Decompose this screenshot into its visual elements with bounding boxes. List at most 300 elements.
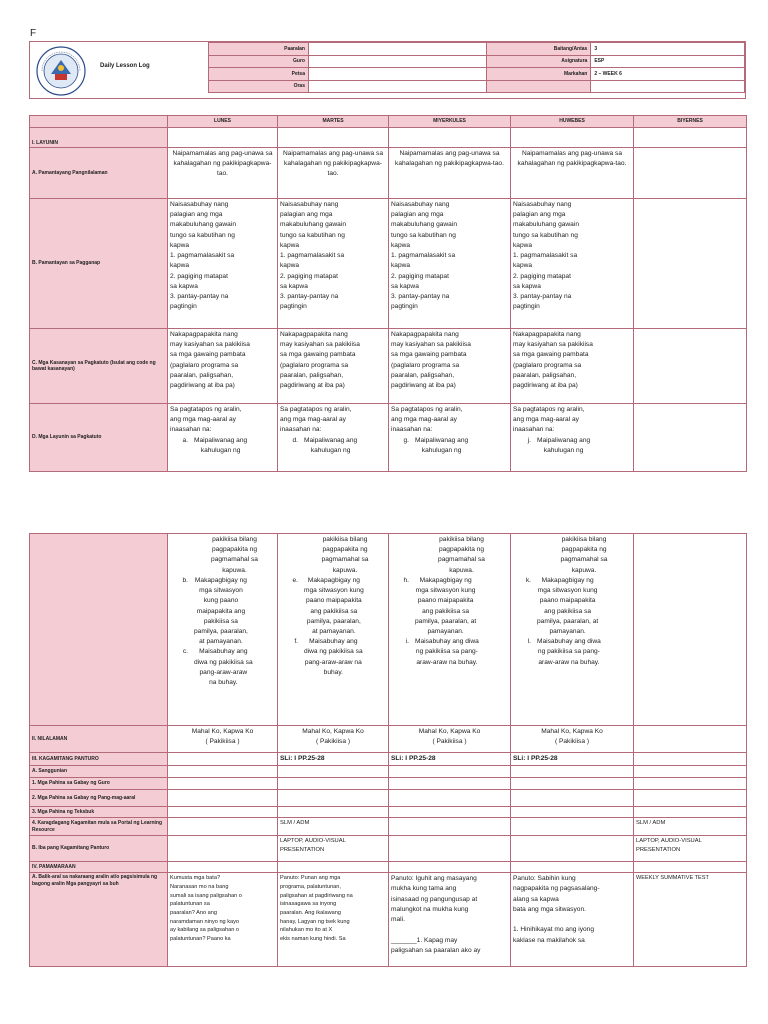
objective-line: kahulugan ng: [543, 446, 584, 454]
objective-line: Maipaliwanag ang: [194, 436, 248, 444]
row-label-balik-aral: A. Balik-aral sa nakaraang aralin at/o pagsisimula ng bagong aralin Mga pangyayri sa buh: [30, 873, 168, 967]
pagganap-line: sa kapwa: [391, 282, 419, 290]
cell-nilalaman-miyerkules[interactable]: [389, 726, 511, 753]
row-label-kasanayan: C. Mga Kasanayan sa Pagkatuto (Isulat ang code ng bawat kasanayan): [30, 329, 168, 404]
cell-layunin-huwebes[interactable]: [511, 404, 634, 472]
objective-line: Maisabuhay ang diwa: [415, 638, 479, 646]
balik-aral-line: Panuto: Iguhit ang masayang: [391, 875, 477, 883]
balik-aral-line: bata ang mga sitwasyon.: [513, 905, 586, 913]
objective-line: paano maipapakita: [539, 597, 596, 605]
objective-intro-line: ang mga mag-aaral ay: [513, 416, 579, 424]
objective-marker: b.: [182, 576, 188, 584]
objective-line: mga sitwasyon kung: [537, 587, 598, 595]
continued-line: kapuwa.: [222, 566, 247, 574]
pagganap-line: sa kapwa: [513, 282, 541, 290]
objective-line: pang-araw-araw na: [304, 658, 362, 666]
objective-text: [194, 576, 248, 648]
balik-aral-line: sumali sa isang paligsahan o: [170, 892, 242, 899]
objective-line: paano maipapakita: [417, 597, 474, 605]
pagganap-line: kapwa: [170, 262, 190, 270]
pagganap-line: Naisasabuhay nang: [280, 201, 339, 208]
objective-line: diwa ng pakikiisa sa: [194, 658, 253, 666]
objective-line: maipapakita ang: [196, 607, 246, 615]
nilalaman-line: Mahal Ko, Kapwa Ko: [302, 728, 364, 735]
pagganap-line: 3. pantay-pantay na: [280, 292, 339, 300]
objective-line: ang pakikiisa sa: [544, 607, 592, 615]
objective-line: araw-araw na buhay.: [416, 658, 478, 666]
kasanayan-line: may kasiyahan sa pakikiisa: [513, 341, 593, 349]
kasanayan-line: Nakapagpapakita nang: [513, 331, 581, 338]
cell-pangnilalaman-huwebes[interactable]: Naipamamalas ang pag-unawa sa kahalagahan ng pakikipagkapwa-tao.: [511, 148, 634, 199]
pagganap-line: pagtingin: [170, 303, 197, 311]
cell-iba-pa-martes[interactable]: LAPTOP, AUDIO-VISUAL PRESENTATION: [278, 836, 389, 862]
continued-line: pakikiisa bilang: [212, 536, 257, 543]
objective-marker: d.: [292, 436, 298, 444]
pagganap-line: 1. pagmamalasakit sa: [513, 252, 578, 260]
day-header-biyernes: BIYERNES: [634, 116, 747, 128]
pagganap-line: tungo sa kabutihan ng: [170, 231, 235, 239]
lesson-log-header: [29, 41, 746, 99]
cell-pagganap-lunes[interactable]: [168, 199, 278, 329]
cell-pangnilalaman-martes[interactable]: Naipamamalas ang pag-unawa sa kahalagahan ng pakikipagkapwa-tao.: [278, 148, 389, 199]
cell-pagganap-biyernes[interactable]: [634, 199, 747, 329]
objective-item: [391, 637, 508, 668]
pagganap-line: kapwa: [391, 262, 411, 270]
continued-line: pakikiisa bilang: [561, 536, 607, 543]
objective-item: [280, 436, 386, 456]
field-label-markahan: Markahan: [487, 68, 591, 81]
objective-marker: k.: [525, 576, 531, 584]
objective-item: [513, 436, 631, 456]
objective-line: Maisabuhay ang diwa: [537, 638, 601, 646]
kasanayan-line: pagdiriwang at iba pa): [280, 382, 345, 390]
balik-aral-line: mukha kung tama ang: [391, 885, 457, 893]
objective-intro-line: Sa pagtatapos ng aralin,: [170, 406, 242, 413]
field-label-paaralan: Paaralan: [209, 43, 309, 56]
balik-aral-line: palatuntunan sa: [170, 901, 210, 908]
objective-item: [170, 436, 275, 456]
pagganap-line: 1. pagmamalasakit sa: [280, 252, 345, 260]
row-label-continued: [30, 534, 168, 726]
objective-marker: g.: [403, 436, 409, 444]
field-value-petsa[interactable]: [309, 68, 487, 81]
row-label-layunin-pagkatuto: D. Mga Layunin sa Pagkatuto: [30, 404, 168, 472]
objective-item: [391, 436, 508, 456]
cell-kasanayan-lunes[interactable]: [168, 329, 278, 404]
objective-item: [513, 576, 631, 637]
cell-pangnilalaman-biyernes[interactable]: [634, 148, 747, 199]
balik-aral-line: Panuto: Sabihin kung: [513, 875, 576, 883]
objective-text: [194, 647, 253, 688]
balik-aral-line: isinasagawa sa inyong: [280, 901, 337, 908]
cell-nilalaman-biyernes[interactable]: [634, 726, 747, 753]
objective-intro-line: inaasahan na:: [391, 426, 433, 434]
pagganap-line: pagtingin: [280, 303, 307, 311]
cell-balik-aral-biyernes[interactable]: WEEKLY SUMMATIVE TEST: [634, 873, 747, 967]
objective-line: Maipaliwanag ang: [537, 436, 591, 444]
objective-marker: j.: [527, 436, 531, 444]
continued-line: pagpapakita ng: [438, 546, 485, 554]
pagganap-line: makabuluhang gawain: [391, 221, 457, 229]
objective-line: mga sitwasyon kung: [304, 587, 364, 595]
objective-line: at pamayanan.: [199, 638, 243, 646]
cell-continued-huwebes[interactable]: [511, 534, 634, 726]
continued-text: [170, 535, 275, 576]
nilalaman-line: Mahal Ko, Kapwa Ko: [418, 728, 481, 735]
objective-line: pakikiisa sa: [203, 617, 238, 625]
kasanayan-line: pagdiriwang at iba pa): [513, 382, 578, 390]
field-label-baitang: Baitang/Antas: [487, 43, 591, 56]
continued-line: pagmamahal sa: [321, 556, 369, 564]
pagganap-line: Naisasabuhay nang: [170, 201, 229, 208]
objective-intro-line: Sa pagtatapos ng aralin,: [513, 406, 585, 413]
pagganap-line: sa kapwa: [170, 282, 198, 290]
objective-intro-line: ang mga mag-aaral ay: [170, 416, 236, 424]
cell-kagamitan-lunes[interactable]: [168, 753, 278, 766]
objective-text: [537, 637, 601, 668]
objective-intro-line: ang mga mag-aaral ay: [391, 416, 457, 424]
objective-line: pamilya, paaralan,: [194, 627, 248, 635]
lesson-table-top: [29, 115, 747, 472]
cell-kasanayan-miyerkules[interactable]: [389, 329, 511, 404]
balik-aral-line: programa, palatuntunan,: [280, 883, 341, 890]
cell-pagganap-huwebes[interactable]: [511, 199, 634, 329]
objective-line: buhay.: [323, 668, 343, 676]
pagganap-line: kapwa: [513, 262, 533, 270]
balik-aral-line: ekis naman kung hindi. Sa: [280, 935, 346, 942]
row-label-pamamaraan: IV. PAMAMARAAN: [30, 862, 168, 873]
kasanayan-line: Nakapagpapakita nang: [391, 331, 459, 338]
objective-marker: l.: [527, 638, 531, 646]
field-value-paaralan[interactable]: [309, 43, 487, 56]
kasanayan-line: (paglalaro programa sa: [513, 361, 582, 369]
cell-balik-aral-lunes[interactable]: [168, 873, 278, 967]
continued-text: [513, 535, 631, 576]
cell-lr-portal-biyernes[interactable]: SLM / ADM: [634, 818, 747, 836]
nilalaman-line: ( Pakikiisa ): [205, 738, 240, 746]
balik-aral-line: isinasaad ng pangungusap at: [391, 895, 478, 903]
objective-item: [280, 637, 386, 678]
continued-line: pagmamahal sa: [211, 556, 258, 564]
objective-text: [304, 436, 357, 456]
objective-line: na buhay.: [209, 679, 238, 687]
objective-marker: a.: [182, 436, 188, 444]
objective-line: araw-araw na buhay.: [538, 658, 600, 666]
continued-line: pakikiisa bilang: [322, 536, 368, 543]
pagganap-line: 2. pagiging matapat: [513, 272, 571, 280]
objective-line: ang pakikiisa sa: [310, 607, 358, 615]
cell-layunin-biyernes[interactable]: [634, 404, 747, 472]
cell-layunin-miyerkules[interactable]: [389, 404, 511, 472]
nilalaman-line: ( Pakikiisa ): [315, 738, 351, 746]
pagganap-line: sa kapwa: [280, 282, 308, 290]
cell-nilalaman-martes[interactable]: [278, 726, 389, 753]
balik-aral-line: paaralan? Ano ang: [170, 909, 217, 916]
kasanayan-line: (paglalaro programa sa: [280, 361, 349, 369]
row-label-pamantayang-pangnilalaman: A. Pamantayang Pangnilalaman: [30, 148, 168, 199]
kasanayan-line: Nakapagpapakita nang: [280, 331, 348, 338]
objective-text: [304, 576, 364, 637]
objective-line: Maisabuhay ang: [309, 638, 358, 646]
kasanayan-line: Nakapagpapakita nang: [170, 331, 238, 338]
balik-aral-line: 1. Hinihikayat mo ang iyong: [513, 926, 595, 934]
pagganap-line: 2. pagiging matapat: [280, 272, 338, 280]
pagganap-line: palagian ang mga: [391, 211, 444, 219]
balik-aral-line: paligsahan at pagdiriwang na: [280, 892, 353, 899]
row-label-teksbuk: 3. Mga Pahina ng Teksbuk: [30, 807, 168, 818]
row-label-lr-portal: 4. Karagdagang Kagamitan mula sa Portal ng Learning Resource: [30, 818, 168, 836]
cell-kagamitan-biyernes[interactable]: [634, 753, 747, 766]
pagganap-line: 3. pantay-pantay na: [391, 292, 450, 300]
objective-line: Makapagbigay ng: [194, 576, 247, 584]
pagganap-line: pagtingin: [513, 303, 540, 311]
pagganap-line: 2. pagiging matapat: [170, 272, 228, 280]
objective-line: ng pakikiisa sa pang-: [415, 648, 478, 656]
pagganap-line: 1. pagmamalasakit sa: [170, 252, 235, 260]
pagganap-line: pagtingin: [391, 303, 418, 311]
balik-aral-line: malungkot na mukha kung: [391, 905, 469, 913]
field-value-empty[interactable]: [591, 80, 745, 93]
objective-line: kung paano: [203, 597, 239, 605]
balik-aral-line: [513, 915, 631, 925]
cell-kagamitan-miyerkules[interactable]: SLi: I PP.25-28: [389, 753, 511, 766]
kasanayan-line: pagdiriwang at iba pa): [391, 382, 456, 390]
field-value-markahan[interactable]: 2 – WEEK 6: [591, 68, 745, 81]
kasanayan-line: sa mga gawaing pambata: [391, 351, 467, 359]
cell-continued-martes[interactable]: [278, 534, 389, 726]
objective-text: [537, 576, 598, 637]
pagganap-line: kapwa: [170, 241, 190, 249]
balik-aral-line: palatuntunan? Paano ka: [170, 935, 231, 942]
objective-line: mga sitwasyon: [199, 587, 243, 595]
objective-line: ng pakikiisa sa pang-: [537, 648, 600, 656]
objective-line: Makapagbigay ng: [419, 576, 472, 584]
continued-line: kapuwa.: [571, 566, 597, 574]
objective-line: pamilya, paaralan, at: [415, 617, 477, 625]
row-label-nilalaman: II. NILALAMAN: [30, 726, 168, 753]
balik-aral-line: naramdaman ninyo ng kayo: [170, 918, 240, 925]
row-label-gabay-mag-aaral: 2. Mga Pahina sa Gabay ng Pang-mag-aaral: [30, 790, 168, 807]
continued-line: pakikiisa bilang: [439, 536, 484, 543]
cell-iba-pa-biyernes[interactable]: LAPTOP, AUDIO-VISUAL PRESENTATION: [634, 836, 747, 862]
balik-aral-line: nagpapakita ng pagsasalang-: [513, 885, 600, 893]
cell-nilalaman-lunes[interactable]: [168, 726, 278, 753]
nilalaman-line: ( Pakikiisa ): [554, 738, 590, 746]
day-header-martes: MARTES: [278, 116, 389, 128]
balik-aral-line: hanay, Lagyan ng tsek kung: [280, 918, 350, 925]
field-label-guro: Guro: [209, 55, 309, 68]
cell-continued-miyerkules[interactable]: [389, 534, 511, 726]
row-label-sanggunian: A. Sanggunian: [30, 766, 168, 778]
pagganap-line: kapwa: [391, 241, 411, 249]
cell-kagamitan-martes[interactable]: SLi: I PP.25-28: [278, 753, 389, 766]
day-header-miyerkules: MIYERKULES: [389, 116, 511, 128]
row-label-layunin: I. LAYUNIN: [30, 128, 168, 148]
continued-line: pagpapakita ng: [561, 546, 607, 554]
objective-item: [170, 647, 275, 688]
cell-kasanayan-biyernes[interactable]: [634, 329, 747, 404]
continued-line: pagpapakita ng: [211, 546, 258, 554]
continued-line: kapuwa.: [332, 566, 358, 574]
cell-balik-aral-miyerkules[interactable]: [389, 873, 511, 967]
row-label-iba-pa: B. Iba pang Kagamitang Panturo: [30, 836, 168, 862]
cell-balik-aral-huwebes[interactable]: [511, 873, 634, 967]
nilalaman-line: Mahal Ko, Kapwa Ko: [191, 728, 254, 735]
kasanayan-line: (paglalaro programa sa: [170, 361, 239, 369]
kasanayan-line: may kasiyahan sa pakikiisa: [280, 341, 360, 349]
deped-seal-icon: [36, 46, 86, 96]
balik-aral-line: alang sa kapwa: [513, 895, 559, 903]
pagganap-line: kapwa: [280, 262, 300, 270]
objective-item: [513, 637, 631, 668]
objective-line: at pamayanan.: [312, 627, 356, 635]
field-label-petsa: Petsa: [209, 68, 309, 81]
cell-pangnilalaman-lunes[interactable]: Naipamamalas ang pag-unawa sa kahalagahan ng pakikipagkapwa-tao.: [168, 148, 278, 199]
objective-intro-line: Sa pagtatapos ng aralin,: [391, 406, 463, 413]
balik-aral-line: paligsahan sa paaralan ako ay: [391, 946, 481, 954]
nilalaman-line: ( Pakikiisa ): [432, 738, 467, 746]
balik-aral-line: ay kabilang sa paligsahan o: [170, 927, 240, 934]
pagganap-line: 2. pagiging matapat: [391, 272, 449, 280]
field-label-asignatura: Asignatura: [487, 55, 591, 68]
corner-header-cell: [30, 116, 168, 128]
objective-line: Maipaliwanag ang: [415, 436, 469, 444]
pagganap-line: tungo sa kabutihan ng: [280, 231, 345, 239]
objective-intro-line: inaasahan na:: [513, 426, 555, 434]
pagganap-line: tungo sa kabutihan ng: [391, 231, 456, 239]
objective-item: [170, 576, 275, 648]
cell-kagamitan-huwebes[interactable]: SLi: I PP.25-28: [511, 753, 634, 766]
cell-balik-aral-martes[interactable]: [278, 873, 389, 967]
lesson-table-bottom: [29, 533, 747, 967]
pagganap-line: kapwa: [513, 241, 533, 249]
pagganap-line: 3. pantay-pantay na: [170, 292, 229, 300]
kasanayan-line: sa mga gawaing pambata: [513, 351, 589, 359]
field-label-empty: [487, 80, 591, 93]
objective-line: ang pakikiisa sa: [422, 607, 470, 615]
pagganap-line: tungo sa kabutihan ng: [513, 231, 578, 239]
cell-layunin-martes[interactable]: [278, 404, 389, 472]
kasanayan-line: paaralan, paligsahan,: [280, 371, 344, 379]
header-fields-left: [208, 42, 487, 93]
cell-continued-lunes[interactable]: [168, 534, 278, 726]
pagganap-line: palagian ang mga: [280, 211, 333, 219]
cell-nilalaman-huwebes[interactable]: [511, 726, 634, 753]
continued-text: [280, 535, 386, 576]
header-fields-right: [486, 42, 745, 93]
objective-intro-line: Sa pagtatapos ng aralin,: [280, 406, 352, 413]
kasanayan-line: may kasiyahan sa pakikiisa: [170, 341, 250, 349]
balik-aral-line: Naranasan mo na bang: [170, 883, 229, 890]
field-value-baitang[interactable]: 3: [591, 43, 745, 56]
cell-lr-portal-martes[interactable]: SLM / ADM: [278, 818, 389, 836]
objective-text: [537, 436, 590, 456]
continued-line: pagpapakita ng: [322, 546, 368, 554]
continued-line: kapuwa.: [449, 566, 474, 574]
row-label-kagamitan: III. KAGAMITANG PANTURO: [30, 753, 168, 766]
objective-text: [304, 637, 363, 678]
pagganap-line: Naisasabuhay nang: [391, 201, 450, 208]
balik-aral-line: nilahukan mo ito at X: [280, 927, 333, 934]
objective-line: pang-araw-araw: [199, 668, 248, 676]
balik-aral-line: Kumusta mga bata?: [170, 875, 221, 882]
objective-item: [391, 576, 508, 637]
page-corner-mark: F: [30, 28, 37, 39]
cell-continued-biyernes[interactable]: [634, 534, 747, 726]
day-header-huwebes: HUWEBES: [511, 116, 634, 128]
balik-aral-line: mali.: [391, 916, 405, 924]
continued-line: pagmamahal sa: [560, 556, 608, 564]
field-value-guro[interactable]: [309, 55, 487, 68]
pagganap-line: 3. pantay-pantay na: [513, 292, 572, 300]
kasanayan-line: pagdiriwang at iba pa): [170, 382, 235, 390]
pagganap-line: palagian ang mga: [170, 211, 223, 219]
cell-kasanayan-huwebes[interactable]: [511, 329, 634, 404]
objective-text: [415, 637, 479, 668]
cell-pagganap-miyerkules[interactable]: [389, 199, 511, 329]
kasanayan-line: sa mga gawaing pambata: [170, 351, 246, 359]
objective-marker: c.: [182, 648, 188, 656]
objective-line: Makapagbigay ng: [541, 576, 594, 584]
objective-item: [280, 576, 386, 637]
objective-marker: e.: [292, 576, 298, 584]
objective-text: [415, 576, 476, 637]
kasanayan-line: paaralan, paligsahan,: [391, 371, 455, 379]
objective-text: [194, 436, 247, 456]
objective-line: Maipaliwanag ang: [304, 436, 358, 444]
cell-kasanayan-martes[interactable]: [278, 329, 389, 404]
continued-text: [391, 535, 508, 576]
field-label-oras: Oras: [209, 80, 309, 93]
balik-aral-line: [391, 925, 508, 935]
kasanayan-line: may kasiyahan sa pakikiisa: [391, 341, 471, 349]
kasanayan-line: paaralan, paligsahan,: [513, 371, 577, 379]
objective-line: Makapagbigay ng: [307, 576, 360, 584]
objective-line: pamayanan.: [427, 627, 464, 635]
balik-aral-line: _______1. Kapag may: [391, 936, 458, 944]
objective-text: [415, 436, 468, 456]
pagganap-line: makabuluhang gawain: [170, 221, 236, 229]
objective-line: pamilya, paaralan, at: [537, 617, 599, 625]
row-label-gabay-guro: 1. Mga Pahina sa Gabay ng Guro: [30, 778, 168, 790]
objective-marker: i.: [405, 638, 409, 646]
objective-line: diwa ng pakikiisa sa: [304, 648, 363, 656]
objective-line: kahulugan ng: [421, 446, 462, 454]
cell-pagganap-martes[interactable]: [278, 199, 389, 329]
pagganap-line: Naisasabuhay nang: [513, 201, 572, 208]
objective-line: mga sitwasyon kung: [415, 587, 476, 595]
header-title: Daily Lesson Log: [100, 63, 150, 69]
nilalaman-line: Mahal Ko, Kapwa Ko: [541, 728, 603, 735]
row-label-pamantayan-pagganap: B. Pamantayan sa Pagganap: [30, 199, 168, 329]
day-header-lunes: LUNES: [168, 116, 278, 128]
balik-aral-line: Panuto: Punan ang mga: [280, 875, 341, 882]
objective-intro-line: inaasahan na:: [280, 426, 322, 434]
cell-pangnilalaman-miyerkules[interactable]: Naipamamalas ang pag-unawa sa kahalagahan ng pakikipagkapwa-tao.: [389, 148, 511, 199]
objective-marker: f.: [294, 638, 298, 646]
objective-intro-line: inaasahan na:: [170, 426, 212, 434]
cell-layunin-lunes[interactable]: [168, 404, 278, 472]
pagganap-line: kapwa: [280, 241, 300, 249]
objective-intro-line: ang mga mag-aaral ay: [280, 416, 346, 424]
kasanayan-line: sa mga gawaing pambata: [280, 351, 356, 359]
field-value-asignatura[interactable]: ESP: [591, 55, 745, 68]
kasanayan-line: paaralan, paligsahan,: [170, 371, 234, 379]
objective-line: pamilya, paaralan,: [306, 617, 361, 625]
field-value-oras[interactable]: [309, 80, 487, 93]
continued-line: pagmamahal sa: [438, 556, 485, 564]
objective-line: paano maipapakita: [306, 597, 362, 605]
